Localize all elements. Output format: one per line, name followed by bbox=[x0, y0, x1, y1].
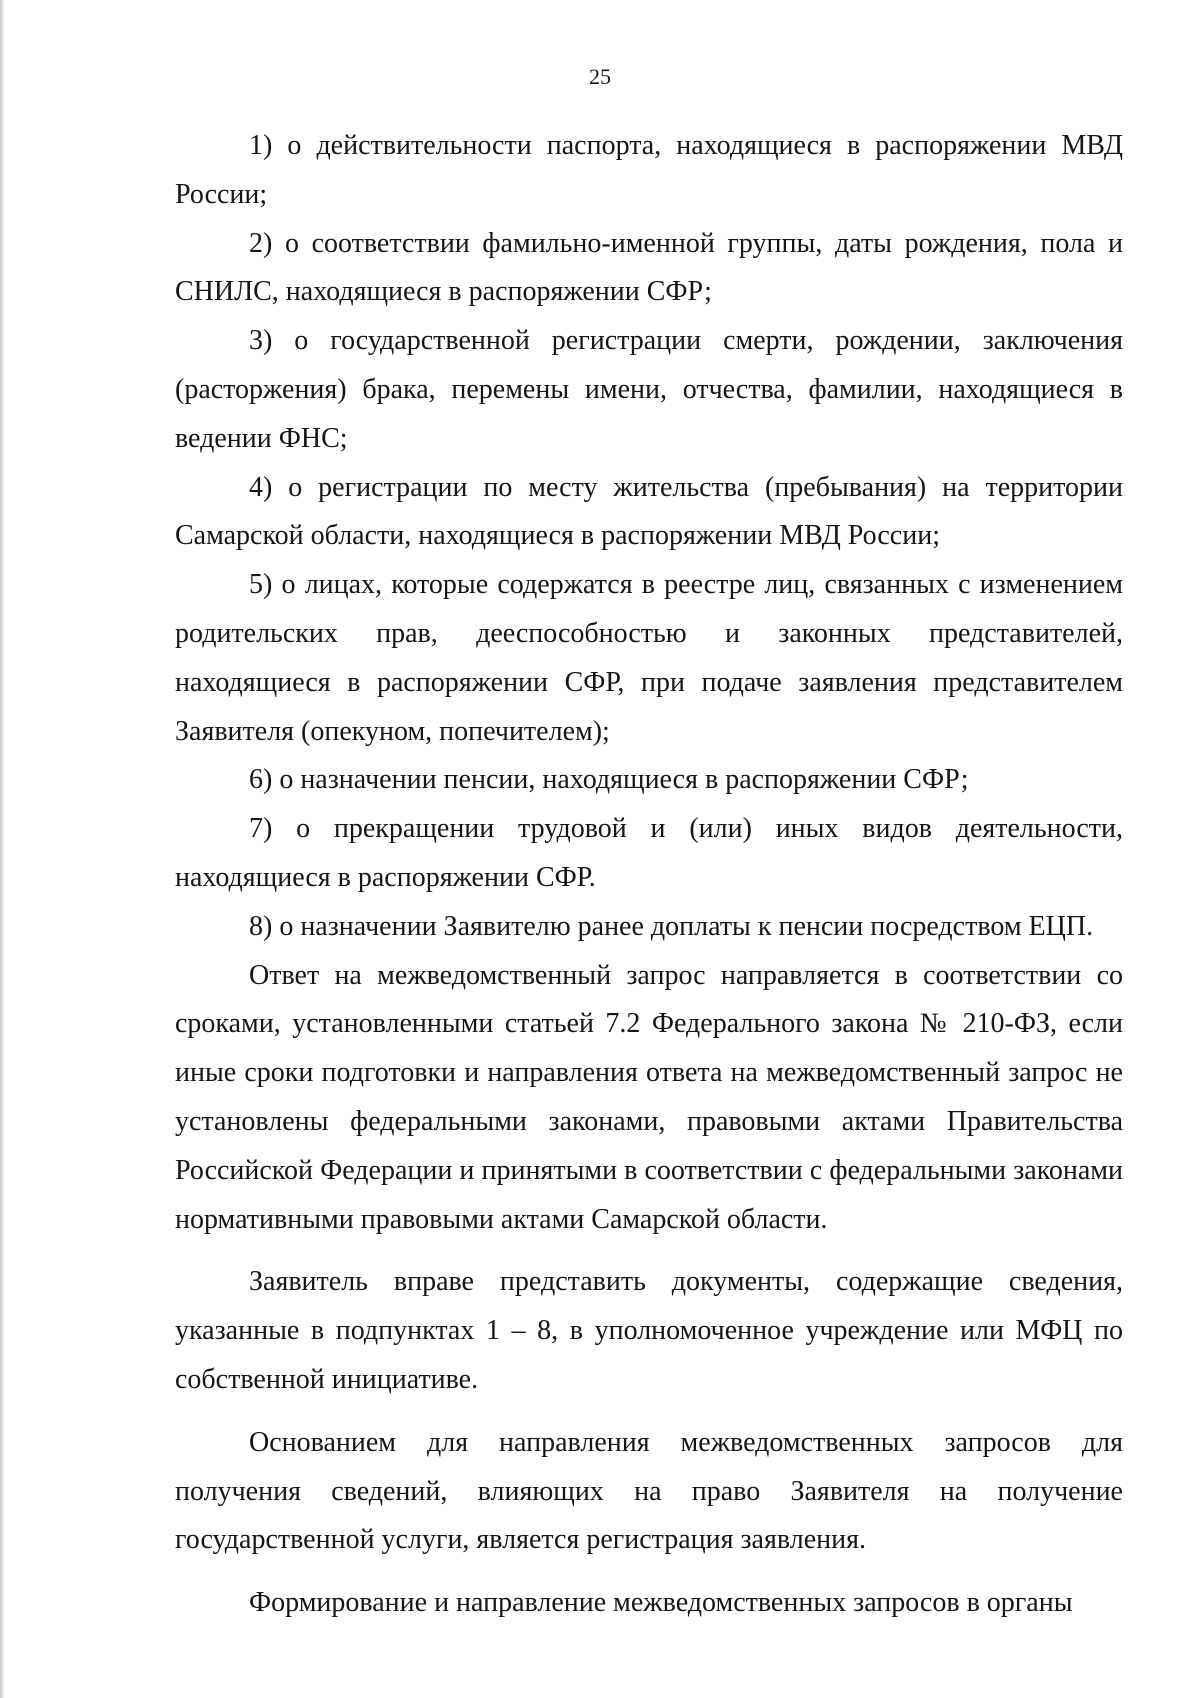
paragraph-item-6: 6) о назначении пенсии, находящиеся в распоряжении СФР; bbox=[249, 764, 969, 796]
paragraph-response-deadlines: Ответ на межведомственный запрос направляется в соответствии со сроками, установленными статьей 7.2 Федерального закона № 210-ФЗ, если иные сроки подготовки и направления ответа на межведомственный запрос не установлены федеральными законами, правовыми актами Правительства Российской Федерации и принятыми в соответствии с федеральными законами нормативными правовыми актами Самарской области. bbox=[175, 959, 1123, 1235]
paragraph-item-1: 1) о действительности паспорта, находящиеся в распоряжении МВД России; bbox=[175, 130, 1123, 210]
page-number: 25 bbox=[589, 64, 611, 89]
paragraph-item-7: 7) о прекращении трудовой и (или) иных видов деятельности, находящиеся в распоряжении СФР. bbox=[175, 813, 1123, 893]
paragraph-item-5: 5) о лицах, которые содержатся в реестре лиц, связанных с изменением родительских прав, дееспособностью и законных представителей, находящиеся в распоряжении СФР, при подаче заявления представителем Заявителя (опекуном, попечителем); bbox=[175, 569, 1123, 747]
paragraph-applicant-right: Заявитель вправе представить документы, содержащие сведения, указанные в подпунктах 1 – 8, в уполномоченное учреждение или МФЦ по собственной инициативе. bbox=[175, 1266, 1123, 1395]
paragraph-item-4: 4) о регистрации по месту жительства (пребывания) на территории Самарской области, находящиеся в распоряжении МВД России; bbox=[175, 471, 1123, 552]
paragraph-item-8: 8) о назначении Заявителю ранее доплаты к пенсии посредством ЕЦП. bbox=[249, 910, 1094, 942]
scan-edge bbox=[0, 0, 4, 1698]
paragraph-item-2: 2) о соответствии фамильно-именной группы, даты рождения, пола и СНИЛС, находящиеся в распоряжении СФР; bbox=[175, 227, 1123, 308]
paragraph-request-forming: Формирование и направление межведомственных запросов в органы bbox=[249, 1587, 1073, 1619]
document-body bbox=[175, 122, 1123, 1628]
paragraph-item-3: 3) о государственной регистрации смерти, рождении, заключения (расторжения) брака, перемены имени, отчества, фамилии, находящиеся в ведении ФНС; bbox=[175, 325, 1123, 454]
paragraph-request-basis: Основанием для направления межведомственных запросов для получения сведений, влияющих на право Заявителя на получение государственной услуги, является регистрация заявления. bbox=[175, 1426, 1123, 1556]
